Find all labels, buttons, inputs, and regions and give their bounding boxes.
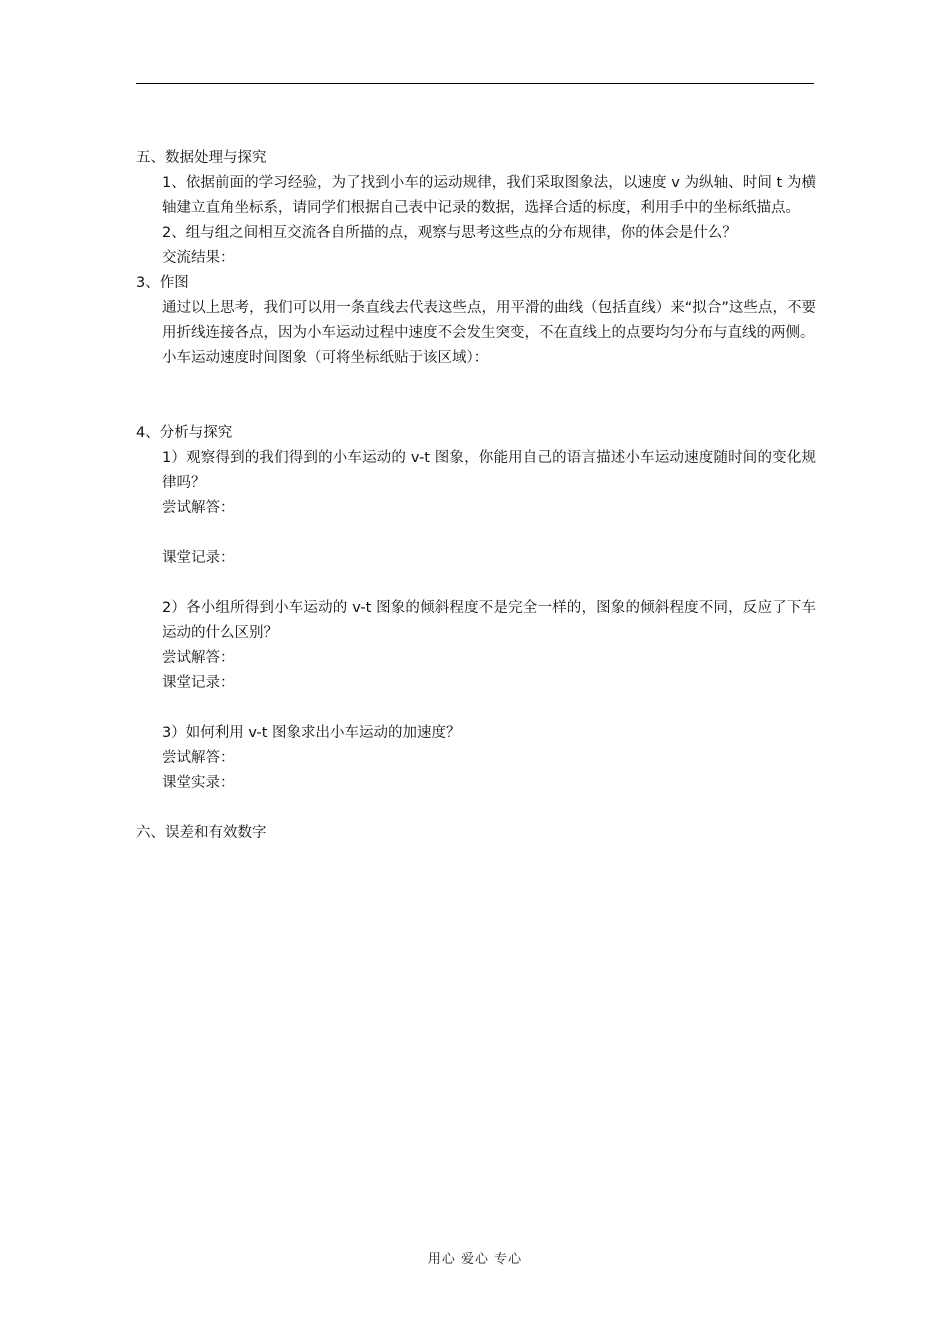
paragraph-item-2: 2、组与组之间相互交流各自所描的点，观察与思考这些点的分布规律，你的体会是什么？ [162,225,737,241]
question-1: 1）观察得到的我们得到的小车运动的 v-t 图象，你能用自己的语言描述小车运动速度随时间的变化规律吗？ [162,450,816,491]
answer-space [136,796,816,821]
answer-space [136,521,816,546]
question-1-record-label: 课堂记录： [162,550,235,566]
exchange-result-label: 交流结果： [162,250,235,266]
question-2: 2）各小组所得到小车运动的 v-t 图象的倾斜程度不是完全一样的，图象的倾斜程度不同，反应了下车运动的什么区别？ [162,600,816,641]
graph-paste-area [136,371,816,421]
paragraph-item-1: 1、依据前面的学习经验，为了找到小车的运动规律，我们采取图象法，以速度 v 为纵轴、时间 t 为横轴建立直角坐标系，请同学们根据自己表中记录的数据，选择合适的标度，利用手中的坐标纸描点。 [162,175,816,216]
page-footer: 用心 爱心 专心 [427,1252,523,1267]
paragraph-item-3: 通过以上思考，我们可以用一条直线去代表这些点，用平滑的曲线（包括直线）来“拟合”这些点，不要用折线连接各点，因为小车运动过程中速度不会发生突变，不在直线上的点要均匀分布与直线的两侧。 [162,300,816,341]
question-2-record-label: 课堂记录： [162,675,235,691]
section-title: 六、误差和有效数字 [136,825,267,841]
subsection-title-analysis: 4、分析与探究 [136,425,233,441]
question-3-attempt-label: 尝试解答： [162,750,235,766]
answer-space [136,571,816,596]
section-title: 五、数据处理与探究 [136,150,267,166]
subsection-title-drawing: 3、作图 [136,275,189,291]
document-body [136,146,816,846]
question-3-record-label: 课堂实录： [162,775,235,791]
graph-area-label: 小车运动速度时间图象（可将坐标纸贴于该区域）： [162,350,489,366]
question-3: 3）如何利用 v-t 图象求出小车运动的加速度？ [162,725,461,741]
question-1-attempt-label: 尝试解答： [162,500,235,516]
header-rule [136,83,814,84]
answer-space [136,696,816,721]
question-2-attempt-label: 尝试解答： [162,650,235,666]
